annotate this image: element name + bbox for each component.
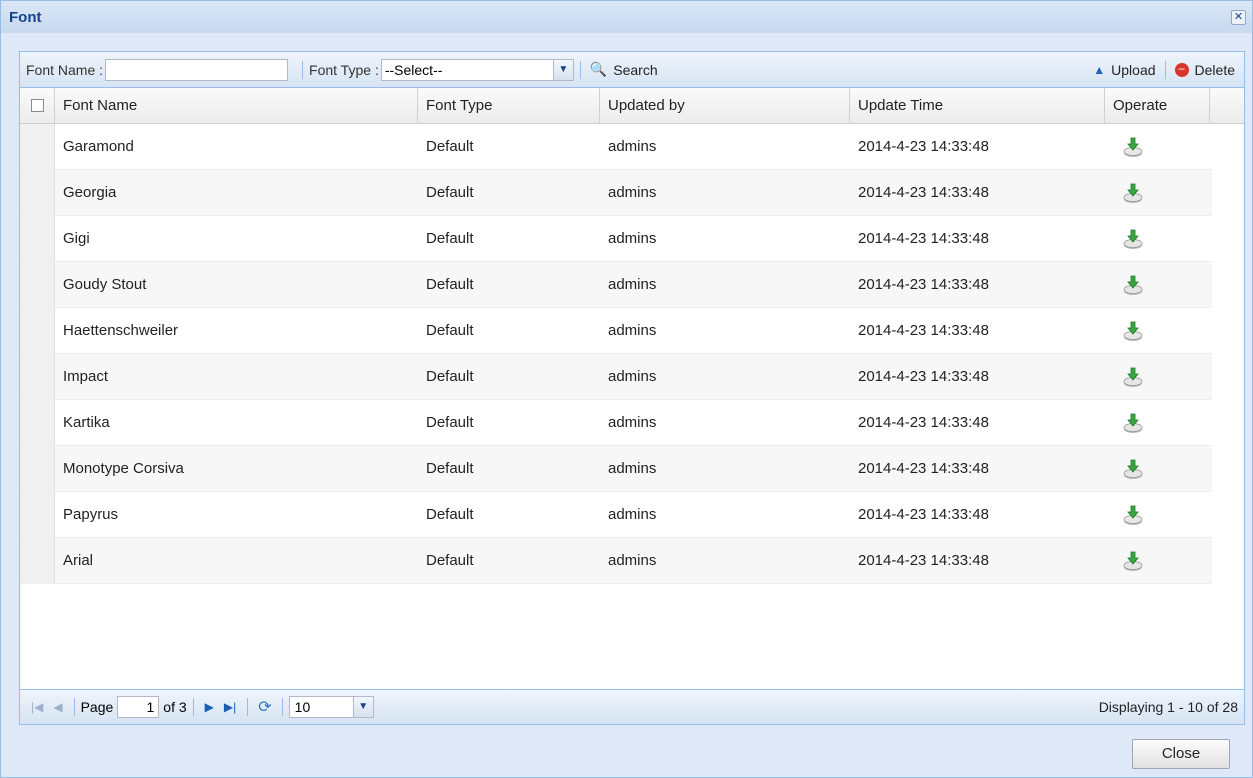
select-all-cell [20,88,55,123]
table-row[interactable] [20,170,1212,216]
table-row[interactable] [20,124,1212,170]
toolbar-separator [74,698,75,716]
paging-toolbar [20,689,1244,724]
dialog-title: Font [9,8,42,26]
first-page-icon[interactable]: |◀ [31,700,44,714]
download-icon[interactable] [1121,549,1145,573]
updated-by-cell: admins [608,276,657,293]
row-selector[interactable] [20,308,55,353]
update-time-cell: 2014-4-23 14:33:48 [858,184,989,201]
update-time-cell: 2014-4-23 14:33:48 [858,230,989,247]
font-type-cell: Default [426,184,474,201]
font-type-cell: Default [426,322,474,339]
upload-label: Upload [1111,61,1156,78]
grid-header [20,88,1244,124]
download-icon[interactable] [1121,135,1145,159]
update-time-cell: 2014-4-23 14:33:48 [858,414,989,431]
operate-cell [1105,216,1210,261]
dialog-titlebar [1,1,1252,33]
column-header-operate[interactable]: Operate [1105,88,1210,123]
font-name-cell: Georgia [63,184,117,201]
toolbar-separator [580,61,581,79]
update-time-cell: 2014-4-23 14:33:48 [858,368,989,385]
download-icon[interactable] [1121,319,1145,343]
page-of-label: of 3 [163,699,187,715]
download-icon[interactable] [1121,411,1145,435]
update-time-cell: 2014-4-23 14:33:48 [858,506,989,523]
font-type-cell: Default [426,414,474,431]
operate-cell [1105,492,1210,537]
row-selector[interactable] [20,446,55,491]
table-row[interactable] [20,400,1212,446]
font-name-label: Font Name : [26,61,104,78]
column-header-update-time[interactable]: Update Time [850,88,1105,123]
prev-page-icon[interactable]: ◀ [53,700,63,714]
download-icon[interactable] [1121,273,1145,297]
operate-cell [1105,308,1210,353]
next-page-icon[interactable]: ▶ [204,700,214,714]
updated-by-cell: admins [608,322,657,339]
column-header-font-name[interactable]: Font Name [55,88,418,123]
toolbar-separator [247,698,248,716]
font-name-cell: Impact [63,368,109,385]
page-size-select[interactable] [289,696,374,718]
delete-button[interactable] [1172,62,1238,78]
operate-cell [1105,354,1210,399]
font-name-cell: Kartika [63,414,110,431]
font-type-label: Font Type : [309,61,379,78]
download-icon[interactable] [1121,457,1145,481]
font-name-cell: Papyrus [63,506,119,523]
row-selector[interactable] [20,400,55,445]
font-name-cell: Haettenschweiler [63,322,179,339]
row-selector[interactable] [20,216,55,261]
font-type-selected: --Select-- [384,61,443,78]
toolbar-separator [193,698,194,716]
updated-by-cell: admins [608,414,657,431]
font-name-cell: Monotype Corsiva [63,460,184,477]
upload-arrow-icon: ▲ [1093,62,1106,77]
table-row[interactable] [20,262,1212,308]
grid-body [20,124,1244,584]
font-name-input[interactable] [105,59,288,81]
table-row[interactable] [20,492,1212,538]
table-row[interactable] [20,446,1212,492]
download-icon[interactable] [1121,181,1145,205]
update-time-cell: 2014-4-23 14:33:48 [858,276,989,293]
updated-by-cell: admins [608,460,657,477]
column-header-filler [1210,88,1244,123]
operate-cell [1105,446,1210,491]
chevron-down-icon[interactable]: ▼ [553,60,573,80]
search-label: Search [613,61,658,78]
last-page-icon[interactable]: ▶| [223,700,237,714]
download-icon[interactable] [1121,503,1145,527]
column-header-updated-by[interactable]: Updated by [600,88,850,123]
toolbar-separator [302,61,303,79]
delete-label: Delete [1194,61,1235,78]
close-button[interactable]: Close [1132,739,1230,769]
page-label: Page [80,699,114,715]
update-time-cell: 2014-4-23 14:33:48 [858,322,989,339]
page-number-input[interactable]: 1 [117,696,159,718]
toolbar-separator [1165,61,1166,79]
page-size-value: 10 [294,699,311,715]
refresh-icon[interactable]: ⟳ [258,699,272,716]
operate-cell [1105,262,1210,307]
row-selector[interactable] [20,262,55,307]
font-type-cell: Default [426,138,474,155]
font-name-cell: Arial [63,552,94,569]
updated-by-cell: admins [608,138,657,155]
update-time-cell: 2014-4-23 14:33:48 [858,460,989,477]
column-header-font-type[interactable]: Font Type [418,88,600,123]
font-name-cell: Goudy Stout [63,276,147,293]
row-selector[interactable] [20,538,55,583]
operate-cell [1105,538,1210,583]
operate-cell [1105,124,1210,169]
close-icon[interactable]: ✕ [1231,10,1246,25]
font-type-cell: Default [426,552,474,569]
font-type-cell: Default [426,506,474,523]
font-grid-panel [19,51,1245,725]
font-name-cell: Garamond [63,138,134,155]
update-time-cell: 2014-4-23 14:33:48 [858,138,989,155]
table-row[interactable] [20,538,1212,584]
search-button[interactable] [587,61,661,78]
font-type-cell: Default [426,368,474,385]
updated-by-cell: admins [608,368,657,385]
updated-by-cell: admins [608,552,657,569]
font-name-cell: Gigi [63,230,90,247]
updated-by-cell: admins [608,230,657,247]
row-selector[interactable] [20,492,55,537]
delete-icon: − [1175,63,1189,77]
updated-by-cell: admins [608,506,657,523]
font-type-cell: Default [426,460,474,477]
select-all-checkbox[interactable] [31,99,44,112]
upload-button[interactable] [1090,62,1158,78]
updated-by-cell: admins [608,184,657,201]
download-icon[interactable] [1121,227,1145,251]
operate-cell [1105,170,1210,215]
chevron-down-icon[interactable]: ▼ [353,697,373,717]
row-selector[interactable] [20,354,55,399]
table-row[interactable] [20,308,1212,354]
toolbar [20,52,1244,88]
row-selector[interactable] [20,170,55,215]
update-time-cell: 2014-4-23 14:33:48 [858,552,989,569]
table-row[interactable] [20,216,1212,262]
font-type-cell: Default [426,230,474,247]
display-info: Displaying 1 - 10 of 28 [1098,699,1238,715]
download-icon[interactable] [1121,365,1145,389]
font-type-select[interactable] [381,59,574,81]
row-selector[interactable] [20,124,55,169]
search-icon: 🔍 [589,61,608,77]
table-row[interactable] [20,354,1212,400]
font-type-cell: Default [426,276,474,293]
toolbar-separator [282,698,283,716]
operate-cell [1105,400,1210,445]
